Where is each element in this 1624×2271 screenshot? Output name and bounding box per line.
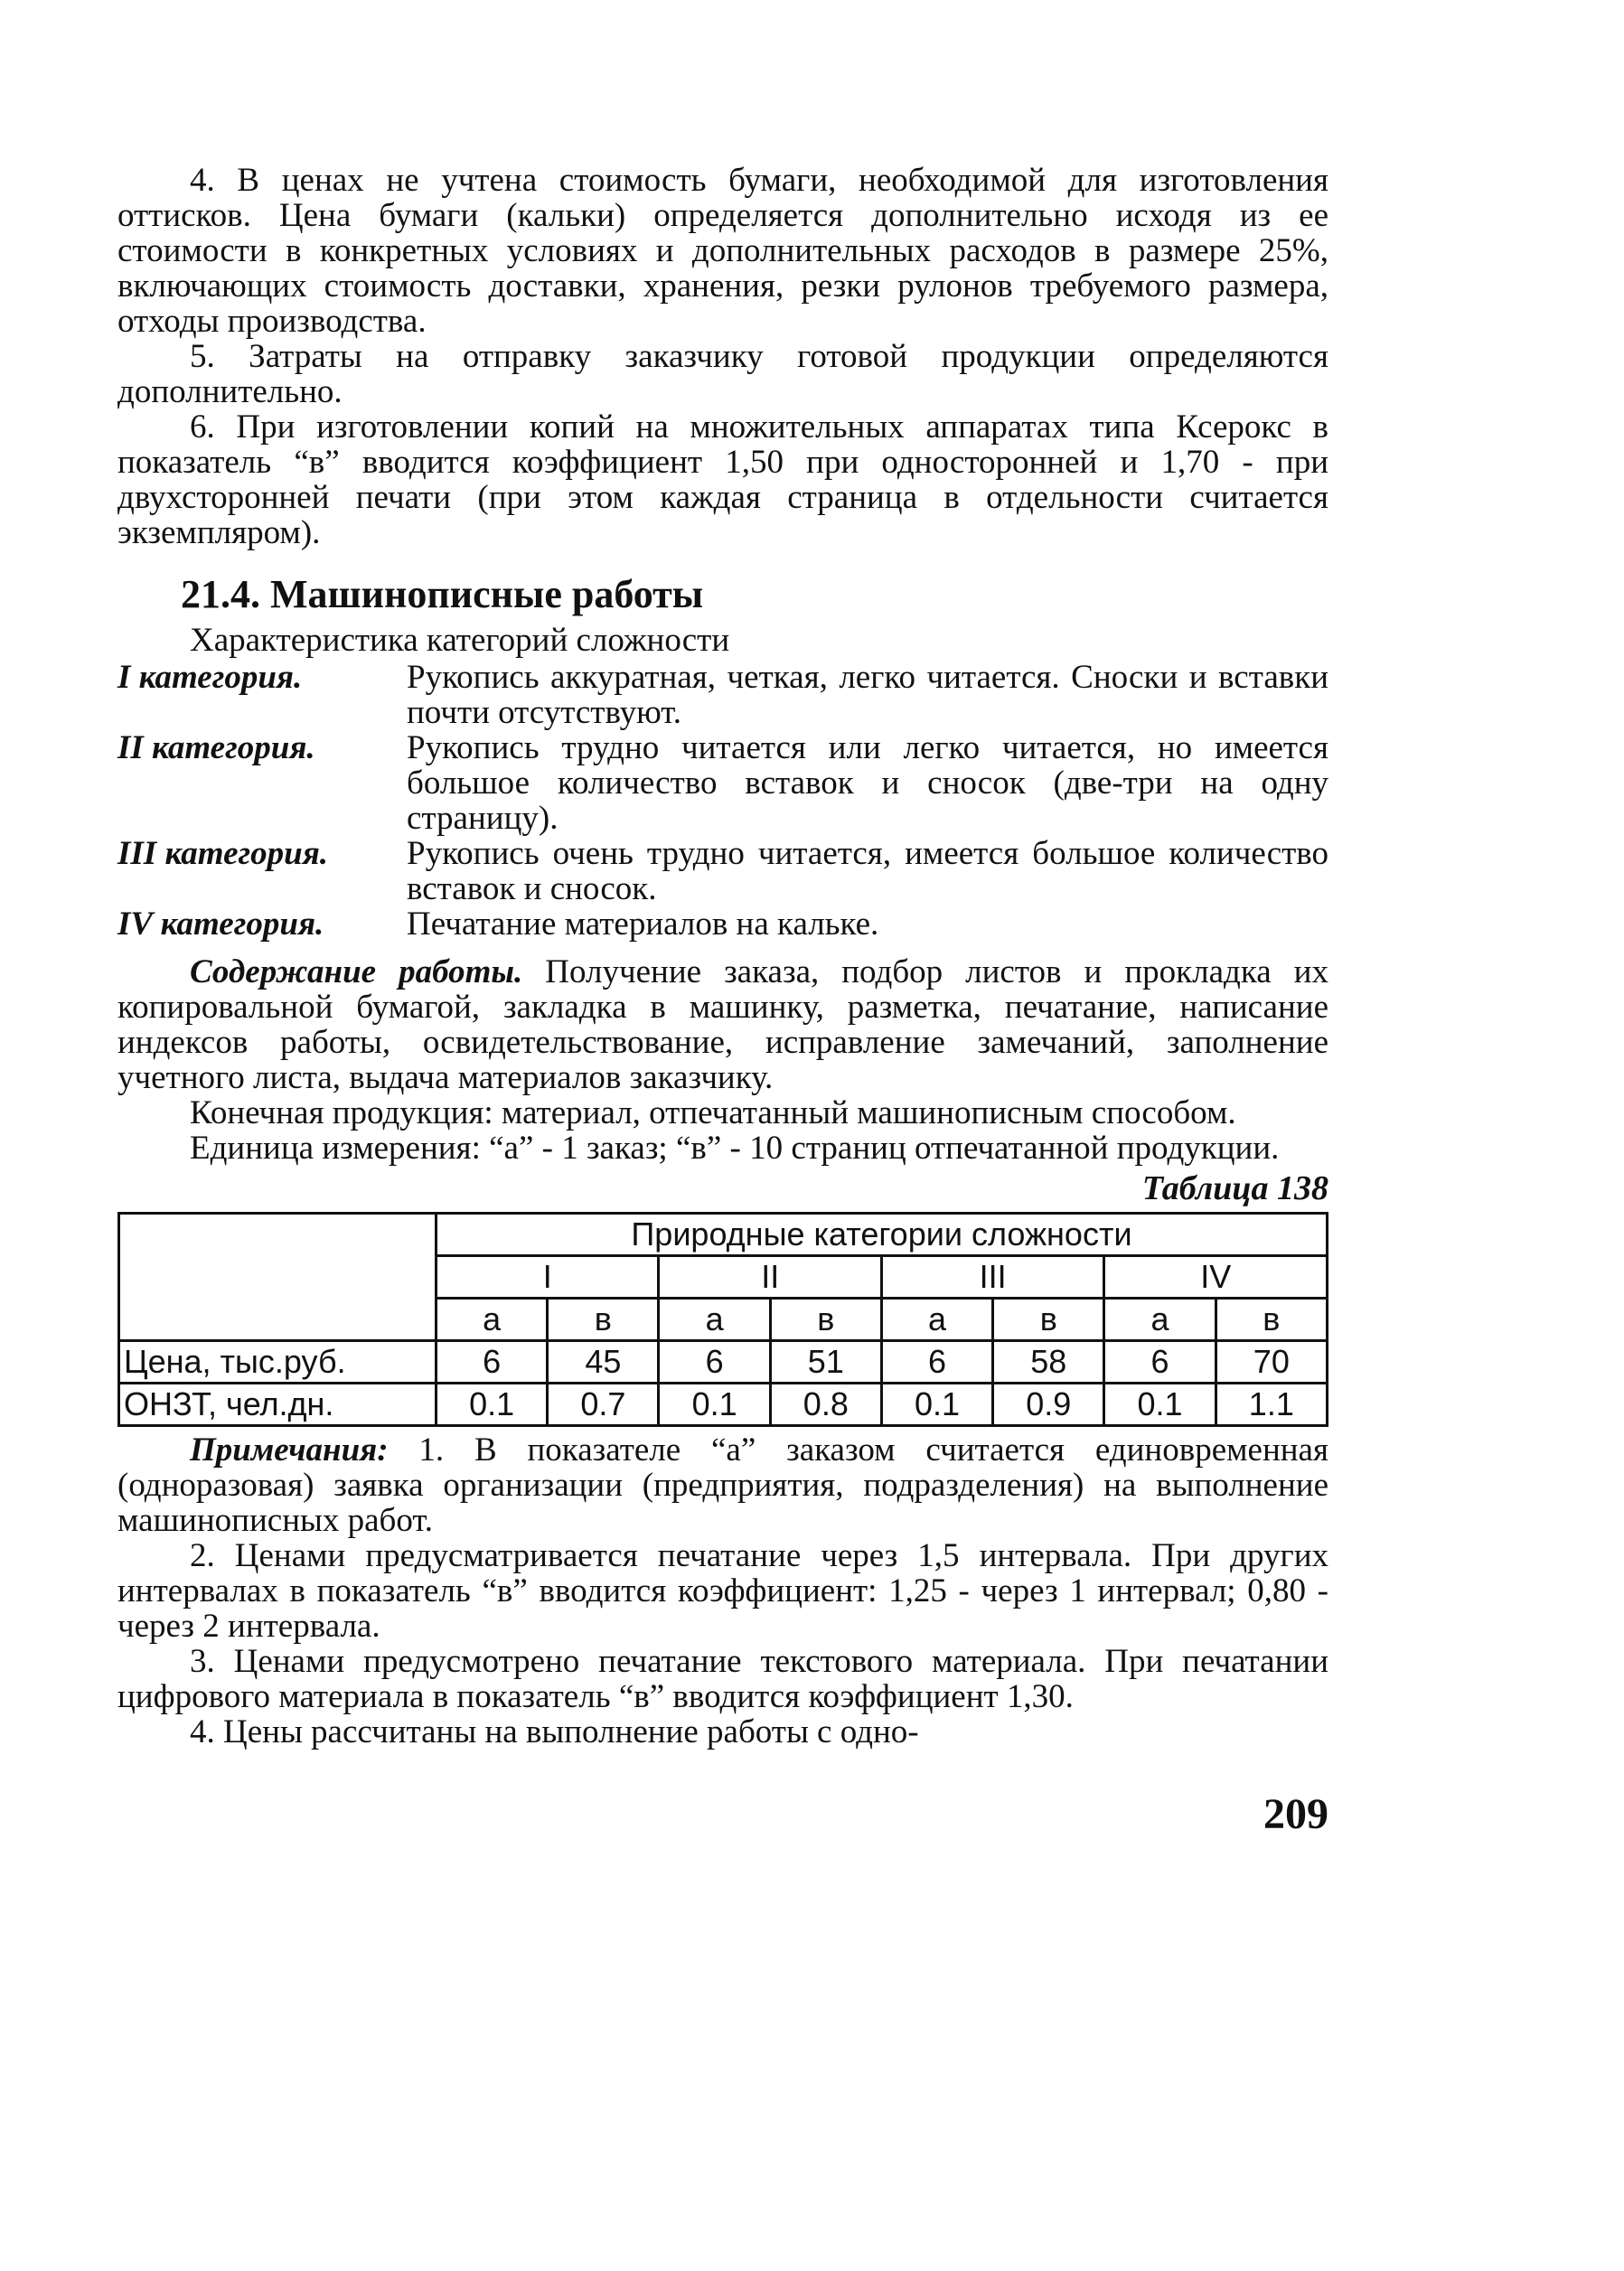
table-header: Природные категории сложности bbox=[437, 1214, 1328, 1256]
table-cell: 0.7 bbox=[548, 1384, 659, 1426]
table-cell: 51 bbox=[770, 1341, 881, 1384]
paragraph-note-5: 5. Затраты на отправку заказчику готовой продукции определяются дополнительно. bbox=[117, 338, 1328, 410]
category-text: Рукопись очень трудно читается, имеется большое количество вставок и сносок. bbox=[407, 835, 1328, 907]
table-cell: 0.1 bbox=[659, 1384, 770, 1426]
category-label: IV категория. bbox=[117, 906, 324, 943]
table-cell: 0.1 bbox=[881, 1384, 992, 1426]
category-text: Рукопись аккуратная, четкая, легко читается. Сноски и вставки почти отсутствуют. bbox=[407, 659, 1328, 731]
table-cell: 45 bbox=[548, 1341, 659, 1384]
work-content-text: Получение заказа, подбор листов и прокладка их копировальной бумагой, закладка в машинку, разметка, печатание, написание индексов работы, освидетельствование, исправление замечаний, заполнение учетного листа, выдача материалов заказчику. bbox=[117, 953, 1328, 1096]
notes-label: Примечания: bbox=[190, 1431, 389, 1469]
table-row-label: ОНЗТ, чел.дн. bbox=[119, 1384, 437, 1426]
category-label: I категория. bbox=[117, 659, 303, 696]
paragraph-note-4: 4. В ценах не учтена стоимость бумаги, необходимой для изготовления оттисков. Цена бумаги (кальки) определяется дополнительно исходя из ее стоимости в конкретных условиях и дополнительных расходов в размере 25%, включающих стоимость доставки, хранения, резки рулонов требуемого размера, отходы производства. bbox=[117, 162, 1328, 340]
table-row bbox=[119, 1384, 1328, 1426]
category-2 bbox=[117, 730, 1328, 836]
table-row-label: Цена, тыс.руб. bbox=[119, 1341, 437, 1384]
table-subcol-cell: а bbox=[881, 1299, 992, 1341]
table-category-cell: IV bbox=[1104, 1256, 1328, 1299]
category-1 bbox=[117, 660, 1328, 730]
table-subcol-cell: в bbox=[993, 1299, 1104, 1341]
table-header-row bbox=[119, 1214, 1328, 1256]
table-cell: 1.1 bbox=[1216, 1384, 1327, 1426]
table-cell: 0.1 bbox=[437, 1384, 548, 1426]
table-cell: 70 bbox=[1216, 1341, 1327, 1384]
unit-paragraph: Единица измерения: “а” - 1 заказ; “в” - 10 страниц отпечатанной продукции. bbox=[190, 1130, 1280, 1167]
table-subcol-cell: в bbox=[548, 1299, 659, 1341]
final-product-paragraph: Конечная продукция: материал, отпечатанный машинописным способом. bbox=[190, 1094, 1236, 1131]
page-number: 209 bbox=[1263, 1790, 1328, 1838]
price-table bbox=[117, 1212, 1328, 1427]
table-row bbox=[119, 1341, 1328, 1384]
table-subcol-cell: в bbox=[1216, 1299, 1327, 1341]
table-cell: 6 bbox=[1104, 1341, 1216, 1384]
table-cell: 6 bbox=[659, 1341, 770, 1384]
notes-paragraph-4: 4. Цены рассчитаны на выполнение работы с одно- bbox=[190, 1713, 919, 1750]
table-subcol-cell: а bbox=[659, 1299, 770, 1341]
work-content-paragraph bbox=[117, 954, 1328, 1095]
table-subcol-cell: а bbox=[437, 1299, 548, 1341]
table-category-cell: II bbox=[659, 1256, 881, 1299]
table-subcol-cell: в bbox=[770, 1299, 881, 1341]
paragraph-note-6: 6. При изготовлении копий на множительных аппаратах типа Ксерокс в показатель “в” вводится коэффициент 1,50 при односторонней и 1,70 - при двухсторонней печати (при этом каждая страница в отдельности считается экземпляром). bbox=[117, 408, 1328, 551]
table-cell: 0.1 bbox=[1104, 1384, 1216, 1426]
table-cell: 0.8 bbox=[770, 1384, 881, 1426]
section-title: 21.4. Машинописные работы bbox=[181, 572, 704, 616]
document-page bbox=[117, 162, 1328, 1838]
notes-paragraph-2: 2. Ценами предусматривается печатание через 1,5 интервала. При других интервалах в показатель “в” вводится коэффициент: 1,25 - через 1 интервал; 0,80 - через 2 интервала. bbox=[117, 1537, 1328, 1645]
table-subcol-cell: а bbox=[1104, 1299, 1216, 1341]
notes-paragraph-3: 3. Ценами предусмотрено печатание текстового материала. При печатании цифрового материала в показатель “в” вводится коэффициент 1,30. bbox=[117, 1643, 1328, 1715]
category-text: Печатание материалов на кальке. bbox=[407, 906, 879, 943]
table-cell: 6 bbox=[881, 1341, 992, 1384]
work-content-label: Содержание работы. bbox=[190, 953, 523, 990]
table-cell: 0.9 bbox=[993, 1384, 1104, 1426]
table-corner-cell bbox=[119, 1214, 437, 1341]
notes-text-1: 1. В показателе “а” заказом считается единовременная (одноразовая) заявка организации (предприятия, подразделения) на выполнение машинописных работ. bbox=[117, 1431, 1328, 1539]
category-label: II категория. bbox=[117, 729, 315, 766]
category-4 bbox=[117, 906, 1328, 942]
table-cell: 6 bbox=[437, 1341, 548, 1384]
section-subtitle: Характеристика категорий сложности bbox=[190, 622, 730, 659]
table-category-cell: I bbox=[437, 1256, 659, 1299]
table-cell: 58 bbox=[993, 1341, 1104, 1384]
category-3 bbox=[117, 836, 1328, 906]
notes-paragraph-1 bbox=[117, 1432, 1328, 1538]
category-text: Рукопись трудно читается или легко читается, но имеется большое количество вставок и сносок (две-три на одну страницу). bbox=[407, 729, 1328, 837]
category-label: III категория. bbox=[117, 835, 329, 872]
table-category-cell: III bbox=[881, 1256, 1103, 1299]
table-caption: Таблица 138 bbox=[1141, 1169, 1328, 1207]
